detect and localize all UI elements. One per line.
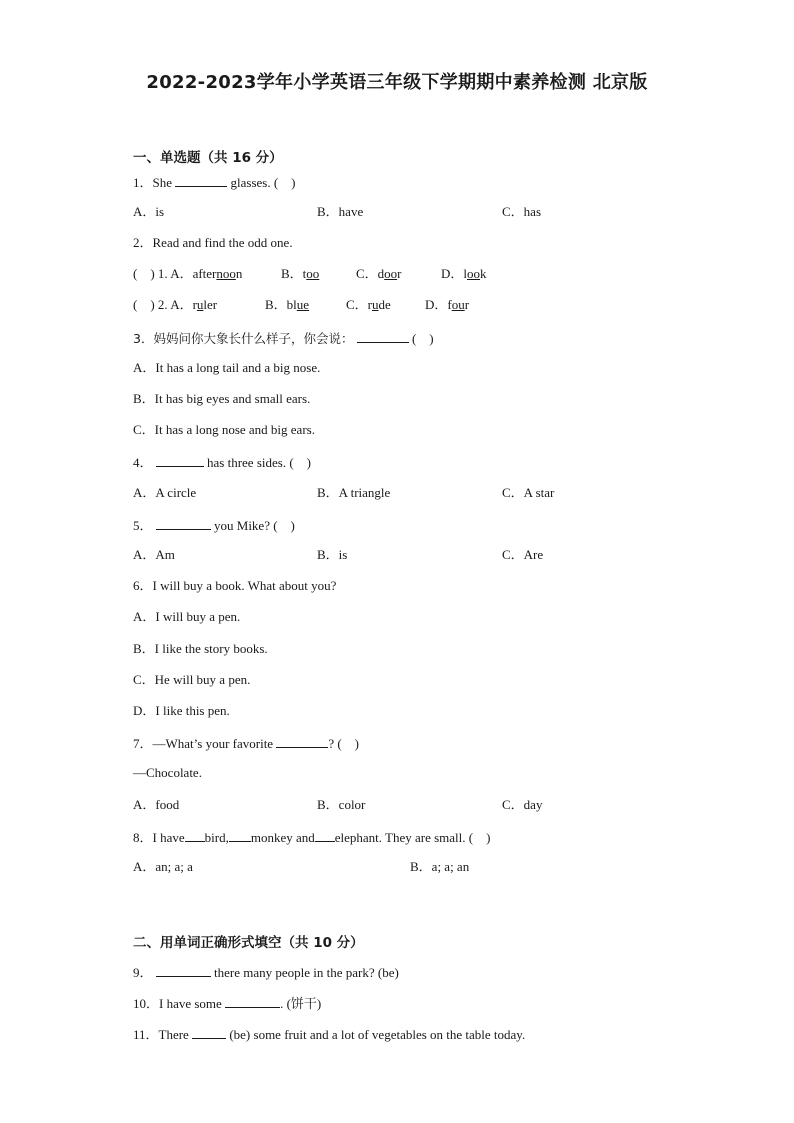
option-d[interactable]: D．four xyxy=(425,297,470,312)
question-1 xyxy=(133,173,296,191)
option-b[interactable]: B．It has big eyes and small ears. xyxy=(133,391,311,406)
question-4: 4． has three sides. ( ) xyxy=(133,455,311,470)
answer-blank[interactable] xyxy=(315,828,335,842)
option-b[interactable]: B．have xyxy=(317,204,364,219)
option-a[interactable]: A．an; a; a xyxy=(133,859,193,874)
option-c[interactable]: C．It has a long nose and big ears. xyxy=(133,422,315,437)
option-b[interactable]: B．I like the story books. xyxy=(133,641,268,656)
answer-blank[interactable] xyxy=(156,516,211,530)
option-a[interactable]: A．It has a long tail and a big nose. xyxy=(133,360,321,375)
question-2-1-lead: ( ) 1. A．afternoon xyxy=(133,266,243,281)
section-heading-fill-in: 二、用单词正确形式填空（共 10 分） xyxy=(133,935,364,951)
question-11: 11．There (be) some fruit and a lot of vegetables on the table today. xyxy=(133,1027,526,1042)
question-7: 7．—What’s your favorite ? ( ) xyxy=(133,736,360,751)
option-c[interactable]: C．has xyxy=(502,204,542,219)
option-c[interactable]: C．rude xyxy=(346,297,391,312)
answer-blank[interactable] xyxy=(357,329,409,343)
question-8: 8．I have bird, monkey and elephant. They are small. ( ) xyxy=(133,830,491,845)
option-a[interactable]: A．food xyxy=(133,797,180,812)
option-c[interactable]: C．A star xyxy=(502,485,555,500)
answer-blank[interactable] xyxy=(156,453,204,467)
question-1-text-b: glasses. ( ) xyxy=(230,175,296,190)
question-6: 6．I will buy a book. What about you? xyxy=(133,578,337,593)
page-title: 2022-2023学年小学英语三年级下学期期中素养检测 北京版 xyxy=(146,72,648,93)
question-10: 10．I have some . (饼干) xyxy=(133,996,322,1011)
option-c[interactable]: C．door xyxy=(356,266,402,281)
question-2-2-lead: ( ) 2. A．ruler xyxy=(133,297,218,312)
option-d[interactable]: D．I like this pen. xyxy=(133,703,230,718)
question-3: 3．妈妈问你大象长什么样子，你会说： ( ) xyxy=(133,331,434,346)
option-a[interactable]: A．is xyxy=(133,204,165,219)
answer-blank[interactable] xyxy=(192,1025,226,1039)
answer-blank[interactable] xyxy=(229,828,251,842)
option-b[interactable]: B．a; a; an xyxy=(410,859,470,874)
option-b[interactable]: B．color xyxy=(317,797,366,812)
option-c[interactable]: C．He will buy a pen. xyxy=(133,672,251,687)
option-b[interactable]: B．is xyxy=(317,547,348,562)
question-7-answer-line: —Chocolate. xyxy=(133,765,202,780)
option-b[interactable]: B．too xyxy=(281,266,320,281)
option-c[interactable]: C．day xyxy=(502,797,543,812)
question-5: 5． you Mike? ( ) xyxy=(133,518,295,533)
option-d[interactable]: D．look xyxy=(441,266,487,281)
answer-blank[interactable] xyxy=(156,963,211,977)
question-2: 2．Read and find the odd one. xyxy=(133,235,293,250)
option-a[interactable]: A．A circle xyxy=(133,485,197,500)
question-1-text-a: 1．She xyxy=(133,175,173,190)
answer-blank[interactable] xyxy=(225,994,280,1008)
option-a[interactable]: A．I will buy a pen. xyxy=(133,609,241,624)
question-9: 9． there many people in the park? (be) xyxy=(133,965,399,980)
option-b[interactable]: B．blue xyxy=(265,297,310,312)
answer-blank[interactable] xyxy=(276,734,328,748)
section-heading-single-choice: 一、单选题（共 16 分） xyxy=(133,150,283,166)
option-c[interactable]: C．Are xyxy=(502,547,544,562)
option-a[interactable]: A．Am xyxy=(133,547,175,562)
answer-blank[interactable] xyxy=(175,173,227,187)
option-b[interactable]: B．A triangle xyxy=(317,485,391,500)
answer-blank[interactable] xyxy=(185,828,205,842)
